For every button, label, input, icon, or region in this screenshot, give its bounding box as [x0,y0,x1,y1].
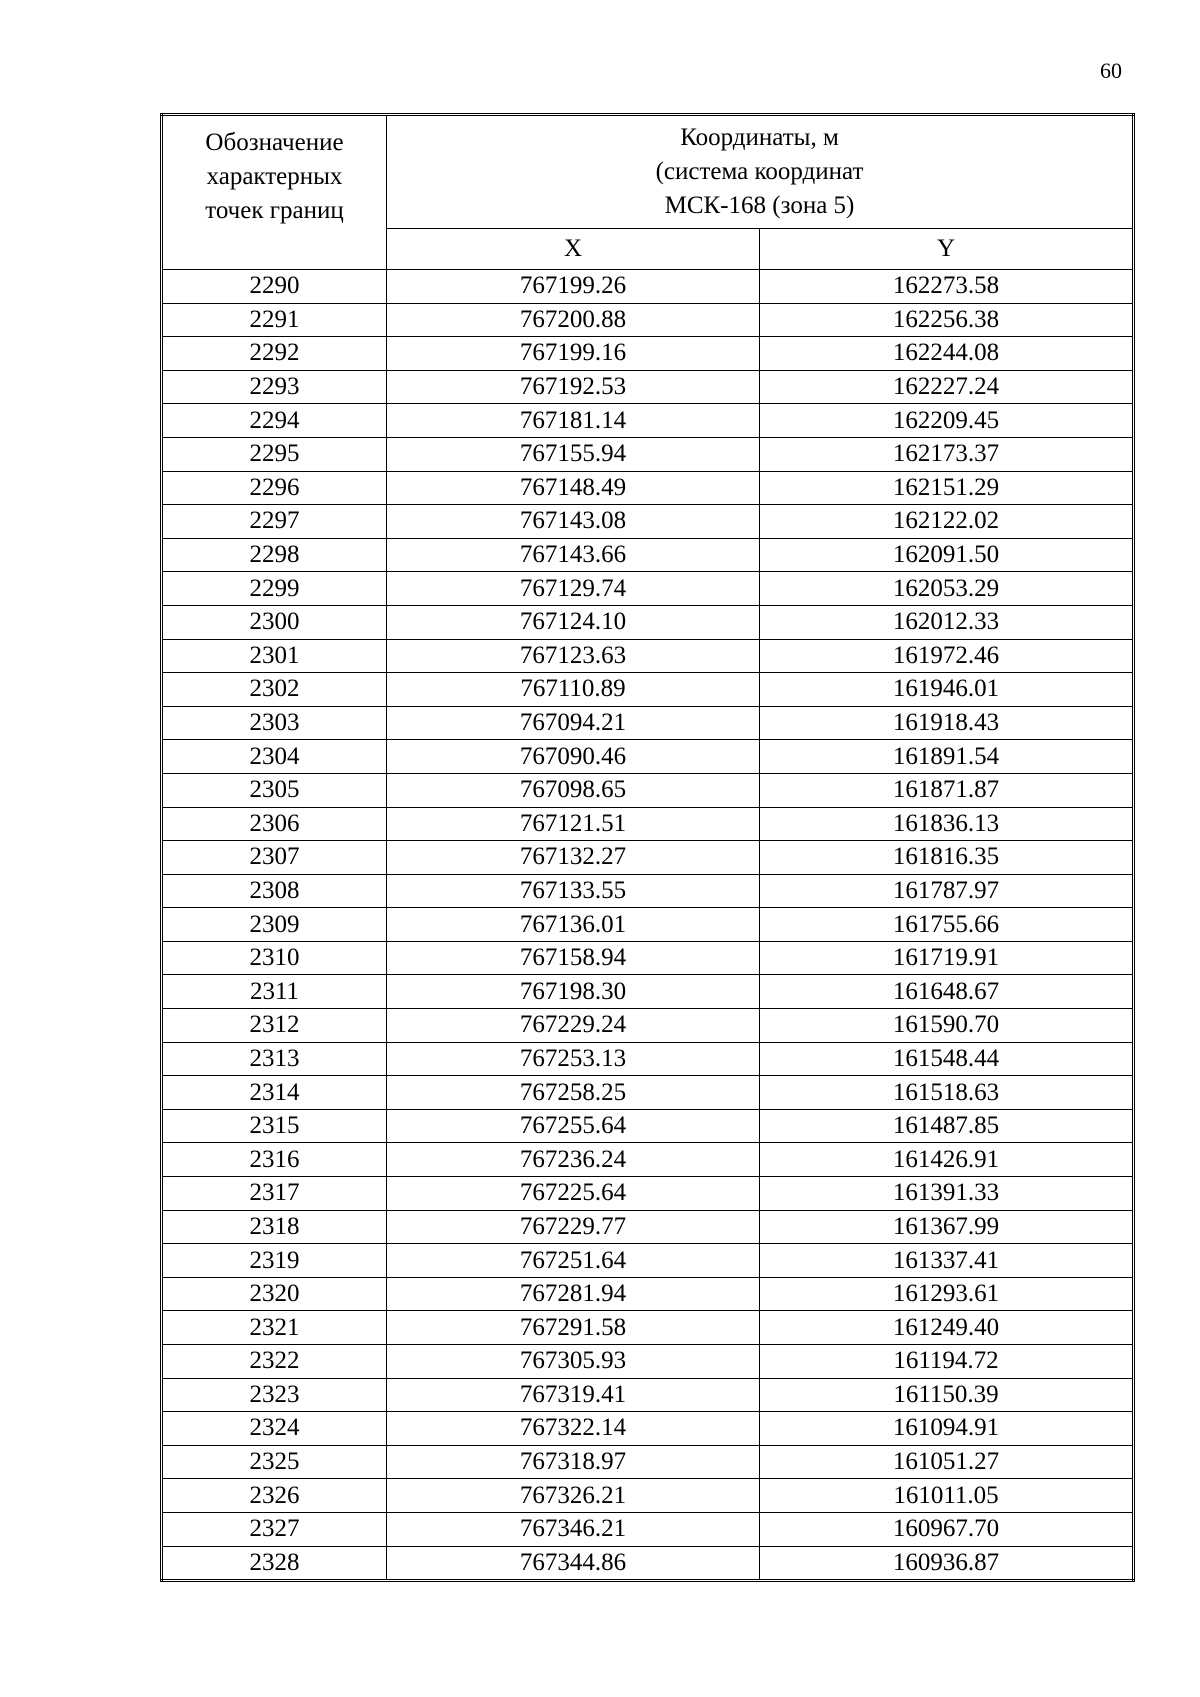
x-cell: 767199.16 [387,337,760,371]
point-cell: 2319 [162,1244,387,1278]
x-cell: 767132.27 [387,841,760,875]
table-row [162,1042,1134,1076]
point-cell: 2313 [162,1042,387,1076]
table-row [162,303,1134,337]
table-row [162,538,1134,572]
table-row [162,1143,1134,1177]
x-cell: 767181.14 [387,404,760,438]
table-row [162,941,1134,975]
x-cell: 767155.94 [387,437,760,471]
header-x: X [387,229,760,270]
y-cell: 162012.33 [760,605,1134,639]
y-cell: 160967.70 [760,1512,1134,1546]
x-cell: 767255.64 [387,1109,760,1143]
point-cell: 2305 [162,773,387,807]
x-cell: 767229.77 [387,1210,760,1244]
point-cell: 2323 [162,1378,387,1412]
x-cell: 767346.21 [387,1512,760,1546]
y-cell: 161337.41 [760,1244,1134,1278]
point-cell: 2302 [162,673,387,707]
x-cell: 767326.21 [387,1479,760,1513]
point-cell: 2301 [162,639,387,673]
x-cell: 767258.25 [387,1076,760,1110]
x-cell: 767110.89 [387,673,760,707]
x-cell: 767158.94 [387,941,760,975]
point-cell: 2294 [162,404,387,438]
table-row [162,1512,1134,1546]
point-cell: 2298 [162,538,387,572]
y-cell: 162053.29 [760,572,1134,606]
table-row [162,1445,1134,1479]
point-cell: 2295 [162,437,387,471]
header-coordinates-line-2: (система координат [655,158,864,185]
table-row [162,1210,1134,1244]
y-cell: 161816.35 [760,841,1134,875]
point-cell: 2321 [162,1311,387,1345]
y-cell: 161367.99 [760,1210,1134,1244]
x-cell: 767253.13 [387,1042,760,1076]
header-coordinates-line-3: МСК-168 (зона 5) [664,192,855,219]
header-coordinates-line-1: Координаты, м [680,124,839,151]
table-row [162,1177,1134,1211]
point-cell: 2297 [162,505,387,539]
point-cell: 2328 [162,1546,387,1581]
table-row [162,337,1134,371]
x-cell: 767344.86 [387,1546,760,1581]
y-cell: 160936.87 [760,1546,1134,1581]
x-cell: 767143.66 [387,538,760,572]
table-row [162,841,1134,875]
table-row [162,605,1134,639]
point-cell: 2296 [162,471,387,505]
x-cell: 767225.64 [387,1177,760,1211]
header-point-designation [162,115,387,270]
y-cell: 161194.72 [760,1345,1134,1379]
coordinates-table-container [160,113,1132,1582]
x-cell: 767199.26 [387,270,760,304]
table-row [162,639,1134,673]
table-row [162,1345,1134,1379]
page-number: 60 [1100,58,1122,83]
table-row [162,1546,1134,1581]
y-cell: 162227.24 [760,370,1134,404]
point-cell: 2299 [162,572,387,606]
point-cell: 2324 [162,1412,387,1446]
x-cell: 767198.30 [387,975,760,1009]
x-cell: 767129.74 [387,572,760,606]
point-cell: 2327 [162,1512,387,1546]
table-row [162,370,1134,404]
y-cell: 161094.91 [760,1412,1134,1446]
y-cell: 161293.61 [760,1277,1134,1311]
table-row [162,673,1134,707]
point-cell: 2317 [162,1177,387,1211]
header-y: Y [760,229,1134,270]
y-cell: 161755.66 [760,908,1134,942]
table-row [162,437,1134,471]
header-coordinates [387,115,1134,229]
point-cell: 2291 [162,303,387,337]
header-designation-line-1: Обозначение [205,129,344,156]
table-row [162,1378,1134,1412]
y-cell: 162244.08 [760,337,1134,371]
x-cell: 767319.41 [387,1378,760,1412]
x-cell: 767192.53 [387,370,760,404]
point-cell: 2314 [162,1076,387,1110]
y-cell: 162173.37 [760,437,1134,471]
table-row [162,505,1134,539]
table-header [162,115,1134,270]
point-cell: 2316 [162,1143,387,1177]
point-cell: 2303 [162,706,387,740]
x-cell: 767121.51 [387,807,760,841]
x-cell: 767229.24 [387,1009,760,1043]
point-cell: 2300 [162,605,387,639]
table-row [162,572,1134,606]
y-cell: 161918.43 [760,706,1134,740]
y-cell: 161518.63 [760,1076,1134,1110]
point-cell: 2315 [162,1109,387,1143]
header-designation-line-3: точек границ [205,197,344,224]
y-cell: 161946.01 [760,673,1134,707]
x-cell: 767143.08 [387,505,760,539]
table-row [162,1109,1134,1143]
table-row [162,706,1134,740]
point-cell: 2310 [162,941,387,975]
table-row [162,975,1134,1009]
y-cell: 161836.13 [760,807,1134,841]
point-cell: 2306 [162,807,387,841]
x-cell: 767305.93 [387,1345,760,1379]
x-cell: 767094.21 [387,706,760,740]
y-cell: 162151.29 [760,471,1134,505]
point-cell: 2322 [162,1345,387,1379]
x-cell: 767133.55 [387,874,760,908]
point-cell: 2312 [162,1009,387,1043]
y-cell: 161391.33 [760,1177,1134,1211]
table-row [162,1412,1134,1446]
point-cell: 2309 [162,908,387,942]
y-cell: 161051.27 [760,1445,1134,1479]
x-cell: 767236.24 [387,1143,760,1177]
table-row [162,1479,1134,1513]
x-cell: 767148.49 [387,471,760,505]
y-cell: 161891.54 [760,740,1134,774]
y-cell: 161787.97 [760,874,1134,908]
coordinates-table [160,113,1135,1582]
x-cell: 767200.88 [387,303,760,337]
table-row [162,908,1134,942]
x-cell: 767090.46 [387,740,760,774]
point-cell: 2318 [162,1210,387,1244]
y-cell: 162091.50 [760,538,1134,572]
x-cell: 767318.97 [387,1445,760,1479]
table-row [162,270,1134,304]
x-cell: 767123.63 [387,639,760,673]
point-cell: 2293 [162,370,387,404]
point-cell: 2320 [162,1277,387,1311]
y-cell: 161648.67 [760,975,1134,1009]
x-cell: 767098.65 [387,773,760,807]
y-cell: 161487.85 [760,1109,1134,1143]
table-row [162,1244,1134,1278]
point-cell: 2292 [162,337,387,371]
y-cell: 161871.87 [760,773,1134,807]
table-row [162,1009,1134,1043]
point-cell: 2307 [162,841,387,875]
table-row [162,807,1134,841]
y-cell: 162122.02 [760,505,1134,539]
y-cell: 162273.58 [760,270,1134,304]
point-cell: 2290 [162,270,387,304]
x-cell: 767124.10 [387,605,760,639]
y-cell: 161719.91 [760,941,1134,975]
point-cell: 2326 [162,1479,387,1513]
table-row [162,471,1134,505]
table-row [162,1076,1134,1110]
table-row [162,874,1134,908]
table-row [162,404,1134,438]
x-cell: 767291.58 [387,1311,760,1345]
point-cell: 2311 [162,975,387,1009]
table-body [162,270,1134,1581]
y-cell: 161011.05 [760,1479,1134,1513]
x-cell: 767322.14 [387,1412,760,1446]
header-designation-line-2: характерных [206,163,343,190]
point-cell: 2308 [162,874,387,908]
x-cell: 767281.94 [387,1277,760,1311]
point-cell: 2325 [162,1445,387,1479]
x-cell: 767251.64 [387,1244,760,1278]
x-cell: 767136.01 [387,908,760,942]
y-cell: 161249.40 [760,1311,1134,1345]
table-row [162,773,1134,807]
table-row [162,1311,1134,1345]
table-row [162,1277,1134,1311]
y-cell: 161426.91 [760,1143,1134,1177]
point-cell: 2304 [162,740,387,774]
y-cell: 161150.39 [760,1378,1134,1412]
y-cell: 161590.70 [760,1009,1134,1043]
y-cell: 161972.46 [760,639,1134,673]
y-cell: 162256.38 [760,303,1134,337]
y-cell: 161548.44 [760,1042,1134,1076]
y-cell: 162209.45 [760,404,1134,438]
table-row [162,740,1134,774]
